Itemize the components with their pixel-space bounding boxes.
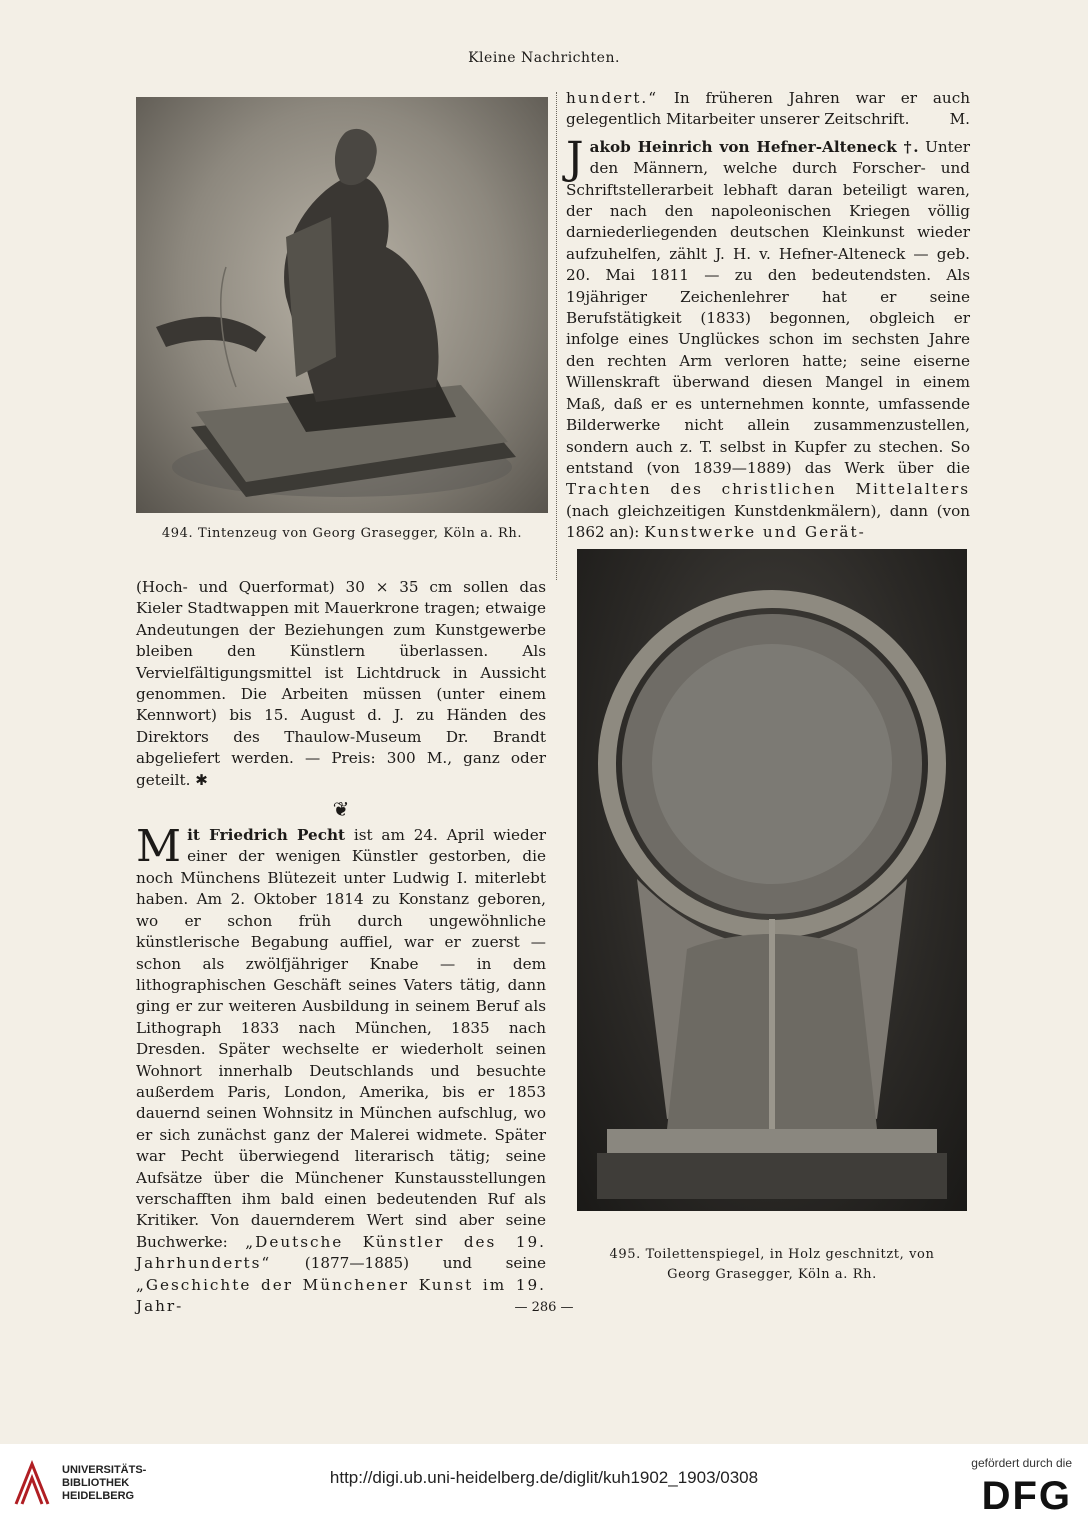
hefner-name: akob Heinrich von Hefner-Alteneck †. [589,137,919,156]
pecht-name: it Friedrich Pecht [187,826,346,845]
left-column [136,577,546,1317]
running-head: Kleine Nachrichten. [468,50,620,66]
kiel-competition-paragraph: (Hoch- und Querformat) 30 × 35 cm sollen das Kieler Stadtwappen mit Mauerkrone tragen; etwaige Andeutungen der Beziehungen zum Kunstgewerbe bleiben den Künstlern überlassen. Als Vervielfältigungsmittel ist Lichtdruck in Aussicht genommen. Die Arbeiten müssen (unter einem Kennwort) bis 15. August d. J. zu Händen des Direktors des Thaulow-Museum Dr. Brandt abgeliefert werden. — Preis: 300 M., ganz oder geteilt. ✱ [136,578,546,789]
hefner-title-trachten: Trachten des christlichen Mittelalters [566,480,970,499]
hefner-obituary-paragraph [566,132,970,544]
library-name-line2: BIBLIOTHEK [62,1477,130,1489]
pecht-text-b: (1877—1885) und seine [271,1254,546,1273]
inkstand-illustration [136,97,548,513]
pecht-continuation-paragraph [566,88,970,131]
figure-494-image [136,97,548,513]
hefner-dropcap: J [566,132,584,184]
mirror-illustration [577,549,967,1211]
column-rule-upper [556,92,558,580]
funder-note: gefördert durch die [971,1456,1072,1470]
fleuron-ornament: ❦ [332,797,350,822]
page-number: — 286 — [514,1300,574,1315]
hefner-title-kunstwerke: Kunstwerke und Gerät- [644,523,866,542]
signature: M. [949,110,970,129]
pecht-title-deutsche-kuenstler: „Deutsche Künstler des 19. Jahrhunderts“ [136,1232,546,1273]
pecht-obituary-paragraph [136,821,547,1317]
figure-495-caption [577,1245,967,1285]
figure-495-caption-line2: Georg Grasegger, Köln a. Rh. [667,1267,877,1282]
hefner-text-a: Unter den Männern, welche durch Forscher- und Schriftstellerarbeit lebhaft daran beteiligt waren, der nach den napoleonischen Kriegen völlig darniederliegenden deutschen Kleinkunst wieder aufzuhelfen, zählt J. H. v. Hefner-Alteneck — geb. 20. Mai 1811 — zu den bedeutendsten. Als 19jähriger Zeichenlehrer hat er seine Berufstätigkeit (1833) begonnen, obgleich er infolge eines Unglückes schon im sechsten Jahre den rechten Arm verloren hatte; seine eiserne Willenskraft überwand diesen Mangel in einem Maß, daß er es unternehmen konnte, umfassende Bilderwerke nicht allein zusammenzustellen, sondern auch z. T. selbst in Kupfer zu stechen. So entstand (von 1839—1889) das Werk über die [566,137,970,477]
figure-495-image [577,549,967,1211]
figure-495-caption-line1: 495. Toilettenspiegel, in Holz geschnitzt, von [609,1247,935,1262]
permalink-url[interactable]: http://digi.ub.uni-heidelberg.de/diglit/kuh1902_1903/0308 [329,1468,759,1487]
library-name-line3: HEIDELBERG [62,1490,135,1502]
digitization-footer [0,1444,1088,1524]
figure-494-caption: 494. Tintenzeug von Georg Grasegger, Köln a. Rh. [161,526,523,541]
pecht-text-a: ist am 24. April wieder einer der wenigen Künstler gestorben, die noch Münchens Blütezeit unter Ludwig I. miterlebt haben. Am 2. Oktober 1814 zu Konstanz geboren, wo er schon früh durch ungewöhnliche künstlerische Begabung auffiel, war er zuerst — schon als zwölfjähriger Knabe — in dem lithographischen Geschäft seines Vaters tätig, dann ging er zur weiteren Ausbildung in seinem Beruf als Lithograph 1833 nach München, 1835 nach Dresden. Später wechselte er wiederholt seinen Wohnort innerhalb Deutschlands und besuchte außerdem Paris, London, Amerika, bis er 1853 dauernd seinen Wohnsitz in München aufschlug, wo er sich zunächst ganz der Malerei widmete. Später war Pecht überwiegend literarisch tätig; seine Aufsätze über die Münchener Kunstausstellungen verschafften ihm bald einen bedeutenden Ruf als Kritiker. Von dauernderem Wert sind aber seine Buchwerke: [136,826,547,1251]
dfg-logo: DFG [981,1474,1072,1518]
right-column [566,88,970,544]
pecht-dropcap: M [136,821,182,873]
pecht-continuation-text: In früheren Jahren war er auch gelegentlich Mitarbeiter unserer Zeitschrift. [566,89,970,129]
pecht-title-end: hundert.“ [566,89,659,107]
hefner-text-b: (nach gleichzeitigen Kunstdenkmälern), dann (von 1862 an): [566,501,970,542]
library-name-line1: UNIVERSITÄTS- [62,1464,147,1476]
pecht-title-muenchener-kunst: „Geschichte der Münchener Kunst im 19. Jahr- [136,1275,546,1315]
